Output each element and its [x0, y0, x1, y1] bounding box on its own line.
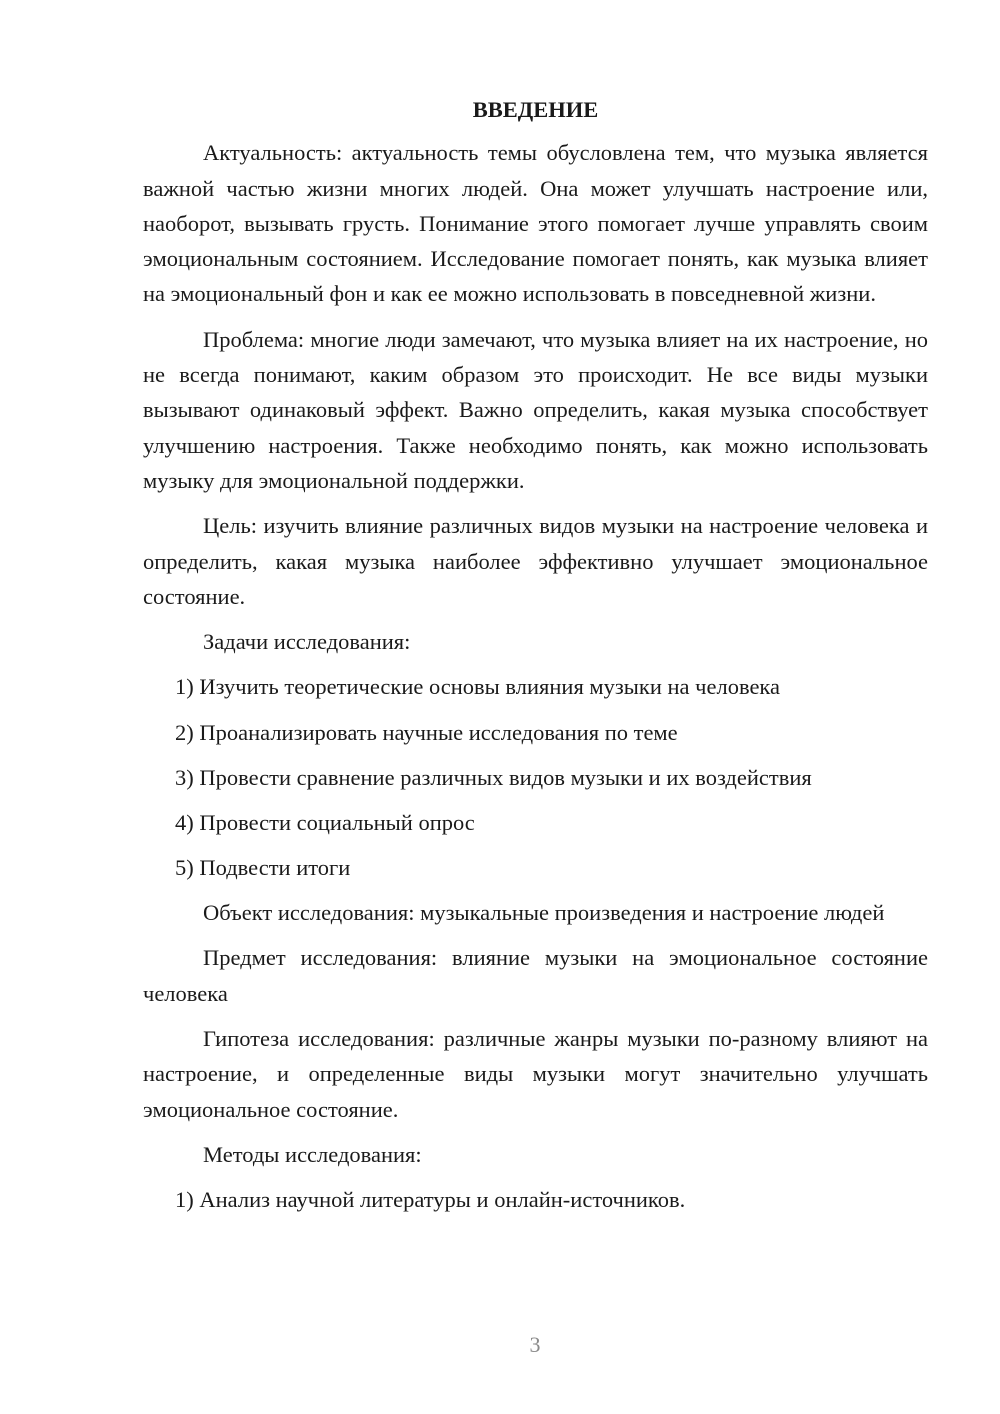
relevance-paragraph: Актуальность: актуальность темы обусловлена тем, что музыка является важной частью жизни многих людей. Она может улучшать настроение или, наоборот, вызывать грусть. Понимание этого помогает лучше управлять своим эмоциональным состоянием. Исследование помогает понять, как музыка влияет на эмоциональный фон и как ее можно использовать в повседневной жизни. — [143, 140, 928, 307]
page-content — [143, 92, 928, 1228]
task-item: 5) Подвести итоги — [175, 854, 351, 880]
task-item: 3) Провести сравнение различных видов музыки и их воздействия — [175, 764, 812, 790]
method-item: 1) Анализ научной литературы и онлайн-источников. — [175, 1187, 686, 1213]
methods-list — [143, 1182, 928, 1217]
page-title: ВВЕДЕНИЕ — [472, 97, 599, 122]
task-item: 2) Проанализировать научные исследования по теме — [175, 719, 678, 745]
hypothesis-paragraph: Гипотеза исследования: различные жанры музыки по-разному влияют на настроение, и определенные виды музыки могут значительно улучшать эмоциональное состояние. — [143, 1026, 928, 1122]
subject-paragraph: Предмет исследования: влияние музыки на эмоциональное состояние человека — [143, 945, 928, 1006]
object-paragraph: Объект исследования: музыкальные произведения и настроение людей — [203, 900, 885, 926]
page-number: 3 — [529, 1332, 541, 1357]
goal-paragraph: Цель: изучить влияние различных видов музыки на настроение человека и определить, какая музыка наиболее эффективно улучшает эмоциональное состояние. — [143, 513, 928, 609]
problem-paragraph: Проблема: многие люди замечают, что музыка влияет на их настроение, но не всегда понимают, каким образом это происходит. Не все виды музыки вызывают одинаковый эффект. Важно определить, какая музыка способствует улучшению настроения. Также необходимо понять, как можно использовать музыку для эмоциональной поддержки. — [143, 326, 928, 493]
task-item: 1) Изучить теоретические основы влияния музыки на человека — [175, 674, 781, 700]
tasks-heading: Задачи исследования: — [203, 629, 411, 655]
tasks-list — [143, 669, 928, 885]
task-item: 4) Провести социальный опрос — [175, 809, 475, 835]
methods-heading: Методы исследования: — [203, 1141, 422, 1167]
